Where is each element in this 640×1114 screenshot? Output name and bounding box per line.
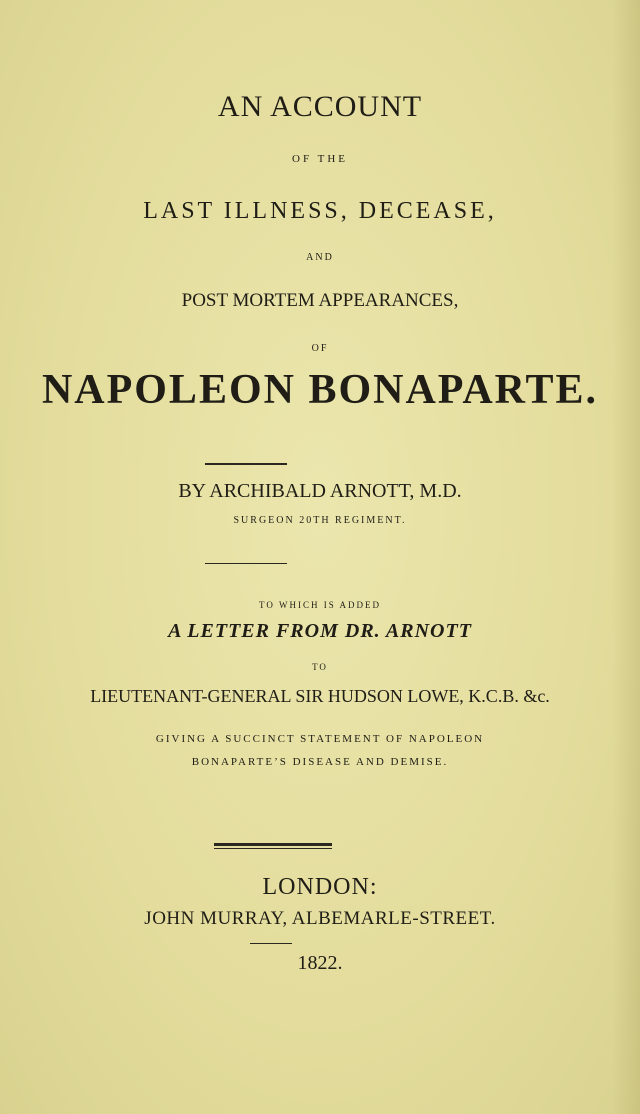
imprint-publisher: JOHN MURRAY, ALBEMARLE-STREET. [144,908,496,929]
imprint-year: 1822. [297,952,343,974]
heading-of-the: OF THE [292,153,348,165]
letter-to: TO [312,662,328,672]
subject-name: NAPOLEON BONAPARTE. [41,367,599,413]
divider-rule-3 [250,943,292,944]
letter-title: A LETTER FROM DR. ARNOTT [168,620,472,642]
heading-of: OF [311,343,329,354]
letter-recipient: LIEUTENANT-GENERAL SIR HUDSON LOWE, K.C.B. &c. [90,686,550,706]
imprint-place: LONDON: [262,874,378,900]
description-line-2: BONAPARTE’S DISEASE AND DEMISE. [191,756,449,768]
added-note: TO WHICH IS ADDED [259,600,381,610]
double-rule-top [214,843,332,846]
heading-and: AND [306,252,334,263]
divider-rule-2 [205,563,287,564]
double-rule-bottom [214,848,332,849]
heading-last-illness: LAST ILLNESS, DECEASE, [143,198,497,224]
heading-post-mortem: POST MORTEM APPEARANCES, [181,290,459,311]
author-line: BY ARCHIBALD ARNOTT, M.D. [178,480,462,502]
divider-rule-1 [205,463,287,465]
author-title: SURGEON 20TH REGIMENT. [233,515,407,526]
description-line-1: GIVING A SUCCINCT STATEMENT OF NAPOLEON [155,733,485,745]
page-edge-shadow [612,0,640,1114]
heading-an-account: AN ACCOUNT [217,90,423,123]
